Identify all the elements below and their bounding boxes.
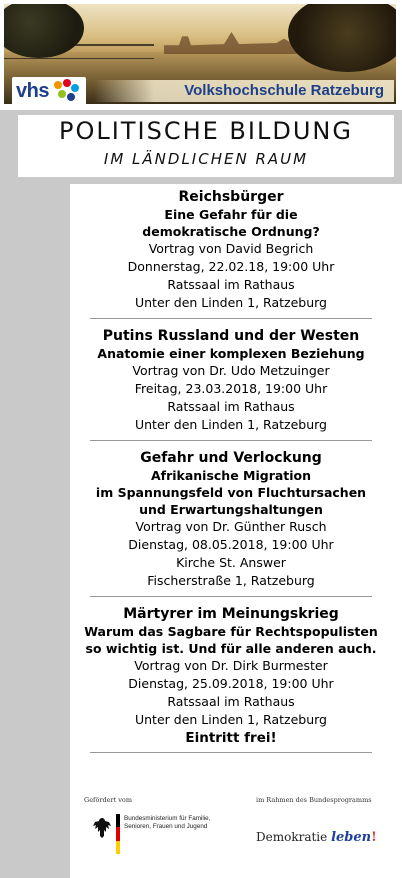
divider xyxy=(90,318,372,319)
event-title: Reichsbürger xyxy=(178,189,284,205)
sponsor-footer xyxy=(76,778,394,876)
event-date: Dienstag, 25.09.2018, 19:00 Uhr xyxy=(128,676,334,691)
event-speaker: Vortrag von David Begrich xyxy=(148,241,314,256)
program-bang: ! xyxy=(371,830,377,845)
event-item xyxy=(76,188,386,312)
school-name: Volkshochschule Ratzeburg xyxy=(94,80,394,102)
event-subtitle: Afrikanische Migration xyxy=(150,468,312,483)
event-title: Märtyrer im Meinungskrieg xyxy=(123,606,339,622)
frame-left xyxy=(0,110,18,878)
ministry-name: Bundesministerium für Familie, Senioren, Frauen und Jugend xyxy=(124,815,211,830)
event-speaker: Vortrag von Dr. Günther Rusch xyxy=(135,519,327,534)
event-title: Gefahr und Verlockung xyxy=(140,450,322,466)
frame-left-inner xyxy=(18,178,66,878)
divider xyxy=(90,752,372,753)
event-item xyxy=(76,449,386,590)
event-item xyxy=(76,605,386,748)
event-date: Donnerstag, 22.02.18, 19:00 Uhr xyxy=(127,259,335,274)
header-banner xyxy=(4,4,396,104)
event-speaker: Vortrag von Dr. Udo Metzuinger xyxy=(132,363,330,378)
event-subtitle: so wichtig ist. Und für alle anderen auch. xyxy=(85,641,377,656)
event-address: Unter den Linden 1, Ratzeburg xyxy=(134,295,327,310)
program-label: im Rahmen des Bundesprogramms xyxy=(256,796,372,804)
funded-by-label: Gefördert vom xyxy=(84,796,133,804)
frame-divider-left xyxy=(66,184,70,878)
event-venue: Kirche St. Answer xyxy=(176,555,286,570)
event-address: Unter den Linden 1, Ratzeburg xyxy=(134,417,327,432)
event-subtitle: demokratische Ordnung? xyxy=(142,224,320,239)
event-date: Dienstag, 08.05.2018, 19:00 Uhr xyxy=(128,537,334,552)
program-leben: leben xyxy=(331,830,372,845)
german-flag-icon xyxy=(116,814,120,854)
divider xyxy=(90,596,372,597)
page-subtitle: IM LÄNDLICHEN RAUM xyxy=(103,150,309,168)
divider xyxy=(90,440,372,441)
event-subtitle: und Erwartungshaltungen xyxy=(139,502,323,517)
event-date: Freitag, 23.03.2018, 19:00 Uhr xyxy=(134,381,328,396)
vhs-logo xyxy=(12,77,86,104)
event-venue: Ratssaal im Rathaus xyxy=(167,399,295,414)
event-subtitle: im Spannungsfeld von Fluchtursachen xyxy=(95,485,367,500)
event-list xyxy=(76,188,386,753)
vhs-logo-icon xyxy=(52,79,80,103)
event-subtitle: Anatomie einer komplexen Beziehung xyxy=(97,346,365,361)
admission-note: Eintritt frei! xyxy=(185,730,277,746)
event-speaker: Vortrag von Dr. Dirk Burmester xyxy=(134,658,328,673)
program-logo xyxy=(256,830,377,845)
program-prefix: Demokratie xyxy=(256,830,328,844)
event-item xyxy=(76,327,386,434)
event-subtitle: Warum das Sagbare für Rechtspopulisten xyxy=(84,624,378,639)
event-address: Fischerstraße 1, Ratzeburg xyxy=(147,573,315,588)
event-subtitle: Eine Gefahr für die xyxy=(164,207,298,222)
event-title: Putins Russland und der Westen xyxy=(102,328,360,344)
vhs-logo-text: vhs xyxy=(16,79,49,102)
event-venue: Ratssaal im Rathaus xyxy=(167,277,295,292)
frame-divider-top xyxy=(48,179,402,184)
page-title: POLITISCHE BILDUNG xyxy=(59,117,353,145)
federal-eagle-icon xyxy=(92,816,112,840)
event-address: Unter den Linden 1, Ratzeburg xyxy=(134,712,327,727)
event-venue: Ratssaal im Rathaus xyxy=(167,694,295,709)
